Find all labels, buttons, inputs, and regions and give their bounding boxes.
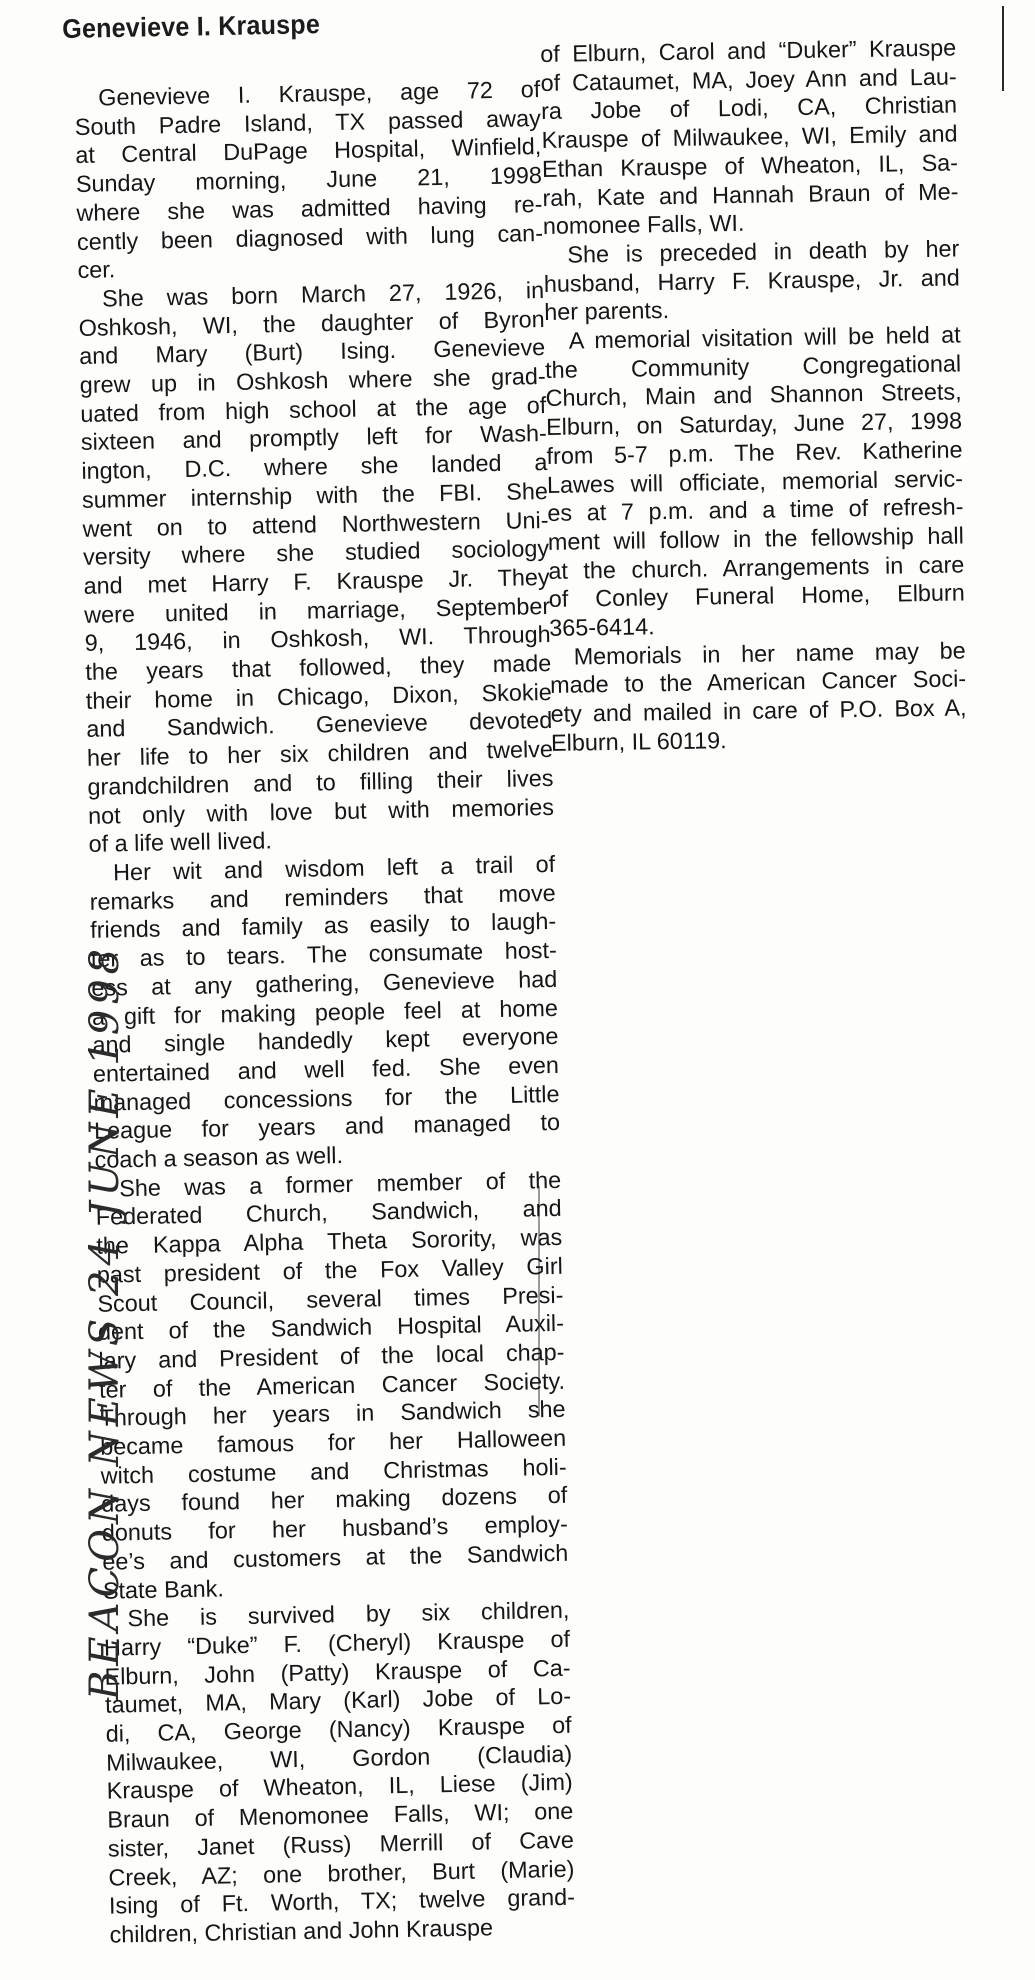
paragraph (95, 1166, 569, 1605)
text-line: witch costume and Christmas holi- (100, 1453, 567, 1489)
paragraph (543, 234, 960, 327)
newspaper-clipping: Genevieve I. Krauspe Genevieve I. Krauspe, age 72 of South Padre Island, TX passed away at Central DuPage Hospital, Winfield, Sunday morning, June 21, 1998 where she was admitted having re- cently been diagnosed with lung can- cer. She was born March 27, 1926, in Oshkosh, WI, the daughter of Byron and Mary (Burt) Ising. Genevieve grew up in Oshkosh where she grad- uated from high school at the age of sixteen and promptly left for Wash- ington, D.C. where she landed a summer internship with the FBI. She went on to attend Northwestern Uni- versity where she studied sociology and met Harry F. Krauspe Jr. They were united in marriage, September 9, 1946, in Oshkosh, WI. Through the years that followed, they made their home in Chicago, Dixon, Skokie and Sandwich. Genevieve devoted her life to her six children and twelve grandchildren and to filling their lives not only with love but with memories of a life well lived. Her wit and wisdom left a trail of remarks and reminders that move friends and family as easily to laugh- ter as to tears. The consumate host- ess at any gathering, Genevieve had a gift for making people feel at home and single handedly kept everyone entertained and well fed. She even managed concessions for the Little League for years and managed to coach a season as well. She was a former member of the Federated Church, Sandwich, and the Kappa Alpha Theta Sorority, was past president of the Fox Valley Girl Scout Council, several times Presi- dent of the Sandwich Hospital Auxil- lary and President of the local chap- ter of the American Cancer Society. Through her years in Sandwich she became famous for her Halloween witch costume and Christmas holi- days found her making dozens of donuts for her husband’s employ- ee’s and customers at the Sandwich State Bank. She is survived by six children, Harry “Duke” F. (Cheryl) Krauspe of Elburn, John (Patty) Krauspe of Ca- taumet, MA, Mary (Karl) Jobe of Lo- di, CA, George (Nancy) Krauspe of Milwaukee, WI, Gordon (Claudia) Krauspe of Wheaton, IL, Liese (Jim) Braun of Menomonee Falls, WI; one sister, Janet (Russ) Merrill of Cave Creek, AZ; one brother, Burt (Marie) Ising of Ft. Worth, TX; twelve grand- children, Christian and John Krauspe of Elburn, Carol and “Duker” Krauspe of Cataumet, MA, Joey Ann and Lau- ra Jobe of Lodi, CA, Christian Krauspe of Milwaukee, WI, Emily and Ethan Krauspe of Wheaton, IL, Sa- rah, Kate and Hannah Braun of Me- nomonee Falls, WI. She is preceded in death by her husband, Harry F. Krauspe, Jr. and her parents. A memorial visitation will be held at the Community Congregational Church, Main and Shannon Streets, Elburn, on Saturday, June 27, 1998 from 5-7 p.m. The Rev. Katherine Lawes will officiate, memorial servic- es at 7 p.m. and a time of refresh- ment will follow in the fellowship hall at the church. Arrangements in care of Conley Funeral Home, Elburn 365-6414. Memorials in her name may be made to the American Cancer Soci- ety and mailed in care of P.O. Box A, Elburn, IL 60119. BEACON NEWS 24 JUNE 1998 (0, 0, 1035, 1980)
text-line: nomonee Falls, WI. (542, 210, 745, 240)
text-line: Krauspe of Wheaton, IL, Liese (Jim) (106, 1769, 573, 1805)
text-line: Krauspe of Milwaukee, WI, Emily and (541, 120, 958, 154)
text-line: lary and President of the local chap- (98, 1338, 565, 1374)
paragraph (78, 276, 555, 859)
paragraph (103, 1596, 576, 1949)
text-line: the Community Congregational (544, 350, 962, 383)
text-line: sister, Janet (Russ) Merrill of Cave (107, 1826, 575, 1862)
text-line: went on to attend Northwestern Uni- (82, 506, 549, 542)
text-line: remarks and reminders that move (89, 879, 556, 915)
text-line: ra Jobe of Lodi, CA, Christian (540, 91, 958, 125)
text-line: the years that followed, they made (85, 650, 552, 685)
paragraph (89, 850, 561, 1175)
text-line: Genevieve I. Krauspe, age 72 of (98, 76, 541, 111)
text-line: ety and mailed in care of P.O. Box A, (550, 694, 967, 728)
text-line: Creek, AZ; one brother, Burt (Marie) (108, 1855, 575, 1891)
right-text-column (540, 33, 967, 757)
text-line: coach a season as well. (94, 1142, 344, 1173)
text-line: rah, Kate and Hannah Braun of Me- (542, 177, 959, 211)
text-line: cently been diagnosed with lung can- (76, 219, 544, 255)
text-line: She was born March 27, 1926, in (101, 276, 545, 312)
text-line: ee’s and customers at the Sandwich (102, 1539, 569, 1575)
text-line: taumet, MA, Mary (Karl) Jobe of Lo- (104, 1683, 572, 1719)
text-line: became famous for her Halloween (99, 1424, 567, 1460)
text-line: State Bank. (102, 1574, 225, 1604)
text-line: ington, D.C. where she landed a (81, 449, 548, 485)
text-line: ess at any gathering, Genevieve had (91, 965, 558, 1001)
text-line: Ising of Ft. Worth, TX; twelve grand- (108, 1884, 576, 1919)
text-line: A memorial visitation will be held at (568, 321, 961, 354)
text-line: di, CA, George (Nancy) Krauspe of (105, 1711, 572, 1747)
text-line: and met Harry F. Krauspe Jr. They (83, 563, 550, 599)
text-line: Scout Council, several times Presi- (97, 1281, 564, 1317)
text-line: at the church. Arrangements in care (548, 551, 965, 584)
text-line: a gift for making people feel at home (91, 994, 559, 1030)
text-line: Memorials in her name may be (573, 637, 966, 670)
text-line: cer. (77, 256, 116, 284)
text-line: sixteen and promptly left for Wash- (80, 420, 548, 456)
text-line: grandchildren and to filling their lives (87, 764, 554, 800)
text-line: made to the American Cancer Soci- (549, 665, 967, 699)
text-line: Oshkosh, WI, the daughter of Byron (78, 305, 545, 341)
text-line: past president of the Fox Valley Girl (96, 1252, 564, 1288)
text-line: of a life well lived. (88, 827, 273, 858)
paragraph (549, 636, 967, 757)
text-line: She is preceded in death by her (567, 235, 960, 268)
paragraph (545, 320, 966, 642)
text-line: ter as to tears. The consumate host- (90, 936, 557, 972)
paragraph (74, 75, 544, 285)
text-line: children, Christian and John Krauspe (109, 1914, 494, 1948)
column-rule-top (1002, 6, 1004, 91)
text-line: Elburn, on Saturday, June 27, 1998 (545, 407, 963, 441)
text-line: were united in marriage, September (83, 592, 551, 628)
text-line: Church, Main and Shannon Streets, (545, 378, 962, 412)
text-line: where she was admitted having re- (76, 190, 543, 226)
text-line: managed concessions for the Little (93, 1080, 560, 1116)
text-line: and Mary (Burt) Ising. Genevieve (78, 334, 546, 370)
text-line: of Conley Funeral Home, Elburn (548, 579, 965, 613)
text-line: dent of the Sandwich Hospital Auxil- (97, 1310, 565, 1346)
text-line: versity where she studied sociology (82, 535, 550, 571)
text-line: donuts for her husband’s employ- (101, 1510, 568, 1546)
text-line: Braun of Menomonee Falls, WI; one (107, 1797, 574, 1833)
text-line: her parents. (544, 297, 670, 326)
text-line: grew up in Oshkosh where she grad- (79, 363, 546, 398)
text-line: at Central DuPage Hospital, Winfield, (75, 133, 542, 169)
text-line: uated from high school at the age of (80, 391, 547, 427)
text-line: of Cataumet, MA, Joey Ann and Lau- (540, 63, 957, 96)
text-line: Her wit and wisdom left a trail of (112, 850, 556, 886)
obituary-title: Genevieve I. Krauspe (62, 9, 321, 44)
text-line: their home in Chicago, Dixon, Skokie (85, 678, 553, 714)
text-line: ment will follow in the fellowship hall (547, 522, 965, 555)
text-line: not only with love but with memories (87, 793, 555, 829)
text-line: Through her years in Sandwich she (99, 1396, 566, 1432)
text-line: League for years and managed to (93, 1109, 561, 1145)
text-line: South Padre Island, TX passed away (74, 104, 541, 140)
text-line: Sunday morning, June 21, 1998 (75, 162, 543, 198)
text-line: husband, Harry F. Krauspe, Jr. and (543, 264, 960, 297)
text-line: and single handedly kept everyone (92, 1023, 559, 1059)
text-line: 9, 1946, in Oshkosh, WI. Through (84, 621, 551, 657)
text-line: friends and family as easily to laugh- (89, 908, 557, 944)
text-line: ter of the American Cancer Society. (98, 1367, 566, 1403)
text-line: Elburn, John (Patty) Krauspe of Ca- (104, 1654, 571, 1690)
text-line: She was a former member of the (118, 1166, 562, 1202)
text-line: Harry “Duke” F. (Cheryl) Krauspe of (103, 1625, 571, 1661)
paragraph (540, 33, 959, 240)
text-line: of Elburn, Carol and “Duker” Krauspe (540, 34, 957, 67)
text-line: Milwaukee, WI, Gordon (Claudia) (105, 1740, 573, 1776)
left-text-column (74, 75, 576, 1949)
text-line: and Sandwich. Genevieve devoted (86, 707, 553, 743)
text-line: Ethan Krauspe of Wheaton, IL, Sa- (541, 149, 959, 182)
text-line: days found her making dozens of (101, 1482, 568, 1518)
text-line: Elburn, IL 60119. (550, 727, 727, 756)
text-line: Lawes will officiate, memorial servic- (546, 464, 964, 498)
text-line: the Kappa Alpha Theta Sorority, was (96, 1223, 563, 1259)
text-line: She is survived by six children, (127, 1597, 570, 1632)
text-line: es at 7 p.m. and a time of refresh- (547, 493, 964, 527)
text-line: 365-6414. (549, 613, 655, 641)
text-line: from 5-7 p.m. The Rev. Katherine (546, 436, 963, 469)
text-line: Federated Church, Sandwich, and (95, 1195, 562, 1231)
text-line: entertained and well fed. She even (92, 1051, 560, 1087)
text-line: her life to her six children and twelve (86, 736, 554, 772)
text-line: summer internship with the FBI. She (81, 477, 549, 513)
